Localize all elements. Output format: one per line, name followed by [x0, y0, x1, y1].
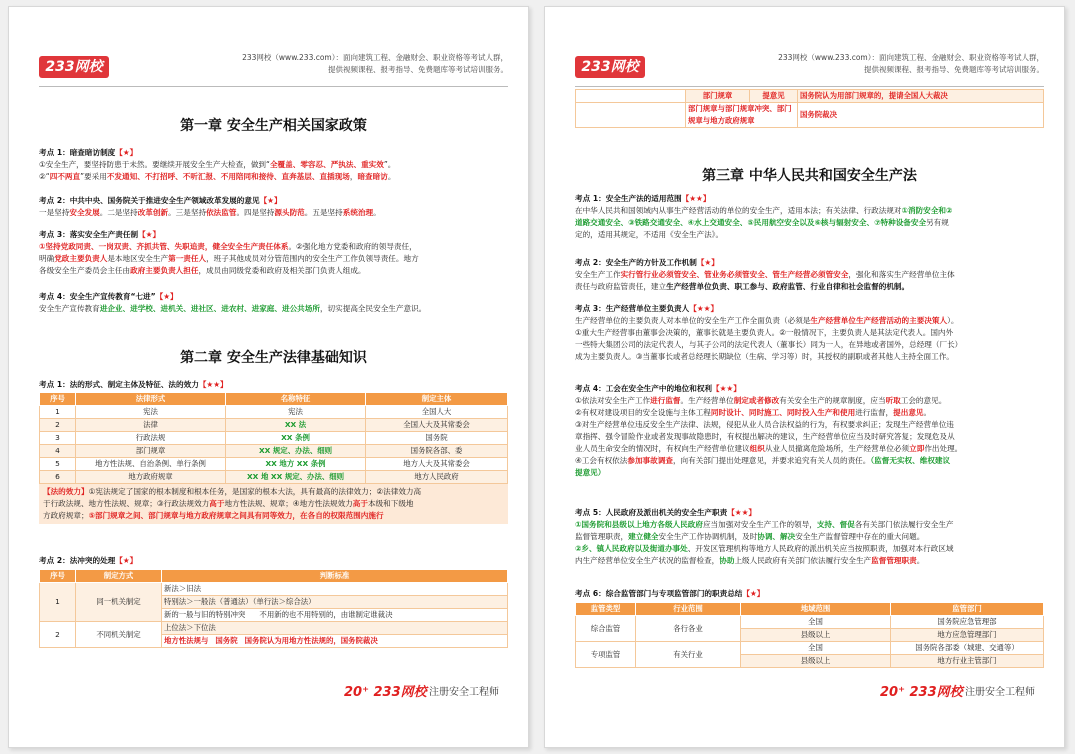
page-footer	[575, 679, 1044, 701]
section-k6: 考点 2：法冲突的处理【★】	[39, 556, 138, 565]
chapter-title: 第三章 中华人民共和国安全生产法	[702, 168, 917, 184]
table-row: 新的一般与旧的特别冲突 不用新的也不用特别的，由谁制定谁裁决	[40, 609, 508, 622]
section-k5: 考点 1：法的形式、制定主体及特征、法的效力【★★】	[39, 380, 228, 389]
section-k4: 考点 4：工会在安全生产中的地位和权利【★★】 ①依法对安全生产工作进行监督。生产经营单位制定或者修改有关安全生产的规章制度，应当听取工会的意见。 ②有权对建设项目的安全设施与主体工程同时设计、同时施工、同时投入生产和使用进行监督，提出意见。 ③对生产经营单位违反安全生产法律、法规，侵犯从业人员合法权益的行为，有权要求纠正；发现生产经营单位违 章指挥、强令冒险作业或者发现事故隐患时，有权提出解决的建议，生产经营单位应当及时研究答复；发现危及从 业人员生命安全的情况时，有权向生产经营单位建议组织从业人员撤离危险场所，生产经营单位必须立即作出处理。 ④工会有权依法参加事故调查，向有关部门提出处理意见，并要求追究有关人员的责任。（监督无实权、维权建议 提意见）	[575, 384, 963, 477]
table-row: 6 地方政府规章 XX 地 XX 规定、办法、细则 地方人民政府	[40, 471, 508, 484]
table-row: 专项监管 有关行业 全国 国务院各部委（城建、交通等）	[576, 642, 1044, 655]
table-row: 1 同一机关制定 新法＞旧法	[40, 583, 508, 596]
table-row: 综合监管 各行各业 全国 国务院应急管理部	[576, 616, 1044, 629]
section-k1: 考点 1：暗查暗访制度【★】 ①安全生产，要坚持防患于未然。要继续开展安全生产大检查，做到“全覆盖、零容忍、严执法、重实效”。 ②“四不两直”要采用不发通知、不打招呼、不听汇报、不用陪同和接待、直奔基层、直插现场，暗查暗访。	[39, 148, 396, 181]
header-description: 233网校（www.233.com）：面向建筑工程、金融财会、职业资格等考试人群， 提供视频课程、报考指导、免费题库等考试培训服务。	[242, 53, 508, 74]
table-row: 2 不同机关制定 上位法＞下位法	[40, 622, 508, 635]
law-form-table: 序号 法律形式 名称特征 制定主体 1 宪法 宪法 全国人大 2 法律 XX 法 全国人大及其常委会 3 行政法规 XX 条例 国务院 4 部门规章 XX 规定、办法、细则 国务院各部、委 5 地方性法规、自治条例、单行条例 XX 地方 XX 条例 地方人大及其常委会 6 地方政府规章 XX 地 XX 规定、办法、细则 地方人民政府 【法的效力】①宪法规定了国家的根本制度和根本任务，是国家的根本大法，具有最高的法律效力；②法律效力高 于行政法规、地方性法规、规章；③行政法规效力高于地方性法规、规章；④地方性法规效力高于本级和下级地 方政府规章；⑤部门规章之间、部门规章与地方政府规章之间具有同等效力，在各自的权限范围内施行	[39, 392, 508, 524]
brand-logo: 233网校	[575, 56, 645, 78]
brand-logo: 233网校	[39, 56, 109, 78]
table-row: 3 行政法规 XX 条例 国务院	[40, 432, 508, 445]
section-k2: 考点 2：安全生产的方针及工作机制【★】 安全生产工作实行管行业必须管安全、管业务必须管安全、管生产经营必须管安全，强化和落实生产经营单位主体 责任与政府监管责任，建立生产经营单位负责、职工参与、政府监管、行业自律和社会监督的机制。	[575, 258, 955, 291]
chapter-title: 第一章 安全生产相关国家政策	[180, 118, 367, 134]
section-k6: 考点 6：综合监管部门与专项监管部门的职责总结【★】	[575, 589, 765, 598]
law-effect-note: 【法的效力】①宪法规定了国家的根本制度和根本任务，是国家的根本大法，具有最高的法律效力；②法律效力高 于行政法规、地方性法规、规章；③行政法规效力高于地方性法规、规章；④地方性法规效力高于本级和下级地 方政府规章；⑤部门规章之间、部门规章与地方政府规章之间具有同等效力，在各自的权限范围内施行	[39, 484, 508, 524]
document-page-right	[544, 6, 1065, 748]
page-footer	[39, 679, 508, 701]
section-k5: 考点 5：人民政府及派出机关的安全生产职责【★★】 ①国务院和县级以上地方各级人民政府应当加强对安全生产工作的领导，支持、督促各有关部门依法履行安全生产 监督管理职责，建立健全安全生产工作协调机制，及时协调、解决安全生产监督管理中存在的重大问题。 ②乡、镇人民政府以及街道办事处、开发区管理机构等地方人民政府的派出机关应当按照职责，加强对本行政区域 内生产经营单位安全生产状况的监督检查，协助上级人民政府有关部门依法履行安全生产监督管理职责。	[575, 508, 954, 565]
table-row: 1 宪法 宪法 全国人大	[40, 406, 508, 419]
table-row: 部门规章 提意见 国务院认为用部门规章的，提请全国人大裁决	[576, 90, 1044, 103]
document-page-left	[8, 6, 529, 748]
page-header	[39, 51, 508, 87]
table-row: 部门规章与部门规章冲突、部门规章与地方政府规章 国务院裁决	[576, 103, 1044, 128]
section-k1: 考点 1：安全生产法的适用范围【★★】 在中华人民共和国领域内从事生产经营活动的单位的安全生产，适用本法；有关法律、行政法规对①消防安全和② 道路交通安全、③铁路交通安全、④水上交通安全、⑤民用航空安全以及⑥核与辐射安全、⑦特种设备安全另有规 定的，适用其规定，不适用《安全生产法》。	[575, 194, 953, 239]
table-row: 县级以上 地方行业主管部门	[576, 655, 1044, 668]
footer-logo: 20⁺ 233网校	[344, 685, 427, 700]
table-row: 特别法＞一般法（普通法）（单行法＞综合法）	[40, 596, 508, 609]
continued-table	[575, 89, 1044, 128]
page-header	[575, 51, 1044, 87]
footer-logo: 20⁺ 233网校	[880, 685, 963, 700]
table-row: 地方性法规与 国务院 国务院认为用地方性法规的，国务院裁决	[40, 635, 508, 648]
footer-text: 注册安全工程师	[965, 687, 1035, 698]
supervision-table: 监管类型 行业范围 地域范围 监管部门 综合监管 各行各业 全国 国务院应急管理部 县级以上 地方应急管理部门 专项监管 有关行业 全国 国务院各部委（城建、交通等） 县级以上 地方行业主管部门	[575, 602, 1044, 668]
table-row: 5 地方性法规、自治条例、单行条例 XX 地方 XX 条例 地方人大及其常委会	[40, 458, 508, 471]
table-row: 4 部门规章 XX 规定、办法、细则 国务院各部、委	[40, 445, 508, 458]
table-row: 2 法律 XX 法 全国人大及其常委会	[40, 419, 508, 432]
law-conflict-table: 序号 制定方式 判断标准 1 同一机关制定 新法＞旧法 特别法＞一般法（普通法）（单行法＞综合法） 新的一般与旧的特别冲突 不用新的也不用特别的，由谁制定谁裁决 2 不同机关制定 上位法＞下位法 地方性法规与 国务院 国务院认为用地方性法规的，国务院裁决	[39, 569, 508, 648]
section-k3: 考点 3：落实安全生产责任制【★】 ①坚持党政同责、一岗双责、齐抓共管、失职追责，健全安全生产责任体系。②强化地方党委和政府的领导责任， 明确党政主要负责人是本地区安全生产第一责任人，班子其他成员对分管范围内的安全生产工作负领导责任。地方 各级安全生产委员会主任由政府主要负责人担任，成员由同级党委和政府及相关部门负责人组成。	[39, 230, 419, 275]
table-row: 县级以上 地方应急管理部门	[576, 629, 1044, 642]
section-k2: 考点 2：中共中央、国务院关于推进安全生产领域改革发展的意见【★】 一是坚持安全发展。二是坚持改革创新。三是坚持依法监管。四是坚持源头防范。五是坚持系统治理。	[39, 196, 381, 217]
section-k3: 考点 3：生产经营单位主要负责人【★★】 生产经营单位的主要负责人对本单位的安全生产工作全面负责（必须是生产经营单位生产经营活动的主要决策人）。 ①重大生产经营事由董事会决策的，董事长就是主要负责人。②一般情况下，主要负责人是其法定代表人。国内外 一些特大集团公司的法定代表人，与其子公司的法定代表人（董事长）同为一人，在异地或者国外，总经理（厂长） 成为主要负责人。③当董事长或者总经理长期缺位（生病、学习等）时，其授权的副职或者其他人主持全面工作。	[575, 304, 963, 361]
header-description: 233网校（www.233.com）：面向建筑工程、金融财会、职业资格等考试人群， 提供视频课程、报考指导、免费题库等考试培训服务。	[778, 53, 1044, 74]
footer-text: 注册安全工程师	[429, 687, 499, 698]
chapter-title: 第二章 安全生产法律基础知识	[180, 350, 367, 366]
section-k4: 考点 4：安全生产宣传教育“七进”【★】 安全生产宣传教育进企业、进学校、进机关、进社区、进农村、进家庭、进公共场所，切实提高全民安全生产意识。	[39, 292, 427, 313]
